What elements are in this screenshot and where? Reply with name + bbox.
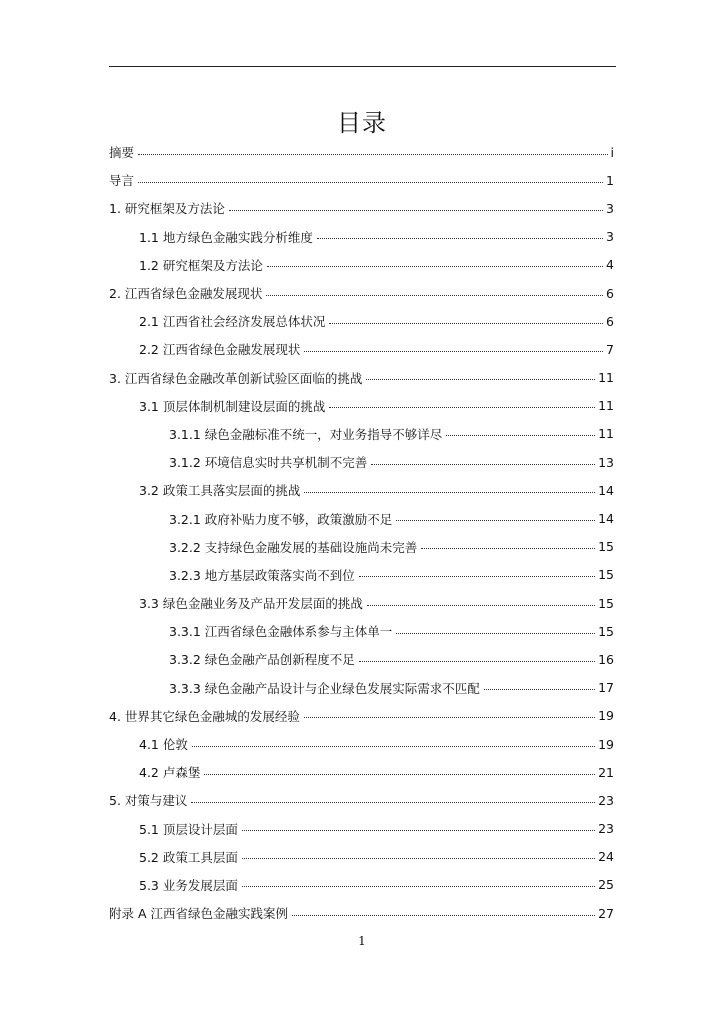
toc-entry-label: 3.2.2 支持绿色金融发展的基础设施尚未完善 [169, 539, 418, 555]
toc-entry-page: 15 [598, 567, 614, 583]
toc-entry-label: 5. 对策与建议 [109, 793, 188, 809]
toc-entry-page: 15 [598, 595, 614, 611]
dot-leader [366, 379, 595, 380]
dot-leader [396, 520, 595, 521]
toc-entry[interactable] [109, 730, 614, 758]
toc-entry[interactable] [109, 815, 614, 843]
dot-leader [229, 210, 603, 211]
dot-leader [138, 182, 603, 183]
toc-entry-page: 15 [598, 623, 614, 639]
toc-entry[interactable] [109, 476, 614, 504]
toc-entry-label: 1. 研究框架及方法论 [109, 201, 225, 217]
toc-entry[interactable] [109, 392, 614, 420]
toc-entry-label: 4. 世界其它绿色金融城的发展经验 [109, 708, 300, 724]
toc-entry-label: 4.2 卢森堡 [139, 765, 201, 781]
dot-leader [304, 717, 595, 718]
dot-leader [242, 858, 595, 859]
page-number: 1 [358, 934, 366, 948]
toc-entry-label: 1.1 地方绿色金融实践分析维度 [139, 229, 313, 245]
toc-entry-page: 23 [598, 821, 614, 837]
toc-entry[interactable] [109, 279, 614, 307]
toc-entry-page: 11 [598, 398, 614, 414]
toc-entry-page: 19 [598, 708, 614, 724]
toc-entry-label: 3.1 顶层体制机制建设层面的挑战 [139, 398, 326, 414]
toc-entry-label: 3.1.2 环境信息实时共享机制不完善 [169, 455, 368, 471]
toc-entry-page: 7 [606, 341, 614, 357]
toc-entry[interactable] [109, 843, 614, 871]
dot-leader [267, 266, 603, 267]
dot-leader [242, 886, 595, 887]
dot-leader [359, 661, 595, 662]
toc-entry[interactable] [109, 758, 614, 786]
dot-leader [396, 633, 595, 634]
dot-leader [304, 351, 603, 352]
dot-leader [484, 689, 595, 690]
toc-entry-page: 17 [598, 680, 614, 696]
dot-leader [421, 548, 595, 549]
dot-leader [329, 407, 595, 408]
toc-entry[interactable] [109, 617, 614, 645]
toc-entry[interactable] [109, 561, 614, 589]
toc-entry[interactable] [109, 504, 614, 532]
dot-leader [266, 295, 603, 296]
toc-entry-page: 25 [598, 877, 614, 893]
toc-entry-page: 4 [606, 257, 614, 273]
toc-entry[interactable] [109, 702, 614, 730]
toc-entry[interactable] [109, 786, 614, 814]
toc-entry-label: 5.2 政策工具层面 [139, 849, 238, 865]
toc-entry-label: 5.3 业务发展层面 [139, 877, 238, 893]
dot-leader [317, 238, 603, 239]
toc-entry-page: 6 [606, 285, 614, 301]
dot-leader [371, 464, 595, 465]
toc-entry-page: 11 [598, 370, 614, 386]
toc-entry-page: 1 [606, 172, 614, 188]
dot-leader [242, 830, 595, 831]
toc-entry[interactable] [109, 871, 614, 899]
toc-entry-page: 19 [598, 736, 614, 752]
dot-leader [304, 492, 595, 493]
toc-entry-label: 1.2 研究框架及方法论 [139, 257, 263, 273]
toc-entry-label: 4.1 伦敦 [139, 737, 188, 753]
toc-entry[interactable] [109, 223, 614, 251]
toc-entry[interactable] [109, 364, 614, 392]
toc-entry[interactable] [109, 420, 614, 448]
toc-entry-label: 2.1 江西省社会经济发展总体状况 [139, 314, 326, 330]
toc-entry[interactable] [109, 194, 614, 222]
toc-entry-page: 21 [598, 764, 614, 780]
toc-entry-label: 3.2.1 政府补贴力度不够，政策激励不足 [169, 511, 393, 527]
toc-entry[interactable] [109, 335, 614, 363]
toc-entry-page: 3 [606, 229, 614, 245]
toc-entry-label: 5.1 顶层设计层面 [139, 821, 238, 837]
toc-entry[interactable] [109, 645, 614, 673]
dot-leader [446, 435, 595, 436]
table-of-contents [109, 138, 614, 927]
toc-entry-page: 27 [598, 905, 614, 921]
toc-entry-label: 3.2 政策工具落实层面的挑战 [139, 483, 301, 499]
dot-leader [138, 154, 608, 155]
toc-entry-label: 3.2.3 地方基层政策落实尚不到位 [169, 567, 355, 583]
toc-entry-label: 3.3 绿色金融业务及产品开发层面的挑战 [139, 596, 363, 612]
dot-leader [329, 323, 603, 324]
dot-leader [191, 802, 595, 803]
toc-entry[interactable] [109, 899, 614, 927]
toc-entry-label: 3.3.2 绿色金融产品创新程度不足 [169, 652, 355, 668]
toc-entry-page: 11 [598, 426, 614, 442]
toc-entry-label: 3.3.3 绿色金融产品设计与企业绿色发展实际需求不匹配 [169, 680, 480, 696]
dot-leader [204, 774, 595, 775]
toc-entry[interactable] [109, 533, 614, 561]
toc-entry[interactable] [109, 448, 614, 476]
dot-leader [367, 605, 595, 606]
toc-entry-label: 3. 江西省绿色金融改革创新试验区面临的挑战 [109, 370, 363, 386]
toc-entry[interactable] [109, 138, 614, 166]
toc-entry-label: 3.3.1 江西省绿色金融体系参与主体单一 [169, 624, 393, 640]
toc-entry-page: 16 [598, 651, 614, 667]
toc-entry-page: 23 [598, 792, 614, 808]
toc-entry-label: 3.1.1 绿色金融标准不统一，对业务指导不够详尽 [169, 426, 443, 442]
toc-entry[interactable] [109, 674, 614, 702]
dot-leader [192, 746, 595, 747]
toc-entry-label: 2.2 江西省绿色金融发展现状 [139, 342, 301, 358]
toc-entry-page: i [610, 144, 614, 160]
header-rule [109, 66, 616, 67]
toc-entry-label: 导言 [109, 173, 135, 189]
toc-entry[interactable] [109, 589, 614, 617]
toc-entry[interactable] [109, 166, 614, 194]
page-title: 目录 [337, 109, 387, 137]
toc-entry[interactable] [109, 307, 614, 335]
toc-entry-page: 14 [598, 511, 614, 527]
toc-entry-page: 14 [598, 482, 614, 498]
toc-entry-label: 附录 A 江西省绿色金融实践案例 [109, 906, 288, 922]
toc-entry-page: 24 [598, 849, 614, 865]
toc-entry-label: 2. 江西省绿色金融发展现状 [109, 286, 263, 302]
toc-entry-label: 摘要 [109, 145, 135, 161]
dot-leader [359, 576, 595, 577]
toc-entry-page: 3 [606, 200, 614, 216]
toc-entry[interactable] [109, 251, 614, 279]
dot-leader [292, 915, 595, 916]
toc-entry-page: 6 [606, 313, 614, 329]
toc-entry-page: 13 [598, 454, 614, 470]
toc-entry-page: 15 [598, 539, 614, 555]
